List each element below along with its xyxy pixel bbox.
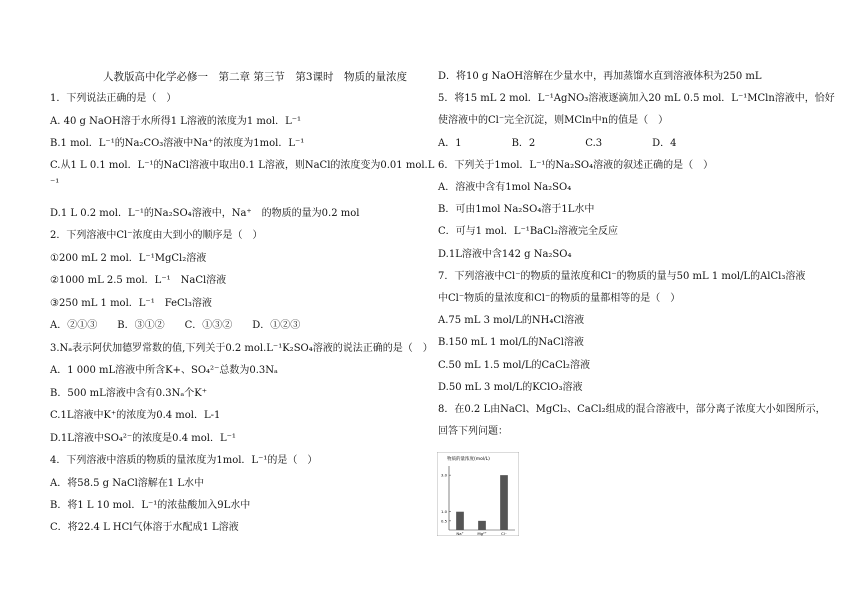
y-tick-label: 0.5 [440,518,447,524]
text-line: B.1 mol．L⁻¹的Na₂CO₃溶液中Na⁺的浓度为1mol．L⁻¹ [50,138,305,149]
text-line: D.1L溶液中含142 g Na₂SO₄ [438,248,572,260]
chart-title: 物质的量浓度(mol/L) [447,457,490,462]
bar-1 [478,521,486,530]
text-line: 3.Nₐ表示阿伏加德罗常数的值,下列关于0.2 mol.L⁻¹K₂SO₄溶液的说法正确的是（ ） [50,343,433,354]
text-line: B．500 mL溶液中含有0.3Nₐ个K⁺ [50,388,207,399]
text-line: B．将1 L 10 mol．L⁻¹的浓盐酸加入9L水中 [50,500,251,511]
text-line: A．溶液中含有1mol Na₂SO₄ [438,182,572,193]
text-line: A．1 000 mL溶液中所含K+、SO₄²⁻总数为0.3Nₐ [50,365,278,376]
text-line: B.150 mL 1 mol/L的NaCl溶液 [438,337,584,349]
x-tick-label: Cl⁻ [501,531,507,536]
text-line: A. 40 g NaOH溶于水所得1 L溶液的浓度为1 mol．L⁻¹ [50,116,302,127]
bar-0 [456,512,464,530]
text-line: 5．将15 mL 2 mol．L⁻¹AgNO₃溶液逐滴加入20 mL 0.5 mol．L⁻¹MCln溶液中，恰好 [438,93,835,105]
x-tick-label: Mg²⁺ [477,531,487,536]
text-line: 7．下列溶液中Cl⁻的物质的量浓度和Cl⁻的物质的量与50 mL 1 mol/L的AlCl₃溶液 [438,270,806,282]
text-line: D.1L溶液中SO₄²⁻的浓度是0.4 mol．L⁻¹ [50,433,236,444]
text-line: 4．下列溶液中溶质的物质的量浓度为1mol．L⁻¹的是（ ） [50,455,318,466]
text-line: A．②①③ B．③①② C．①③② D．①②③ [50,320,301,331]
text-line: D．将10 g NaOH溶解在少量水中，再加蒸馏水直到溶液体积为250 mL [438,71,762,82]
x-tick-label: Na⁺ [456,531,464,536]
text-line: 使溶液中的Cl⁻完全沉淀，则MCln中n的值是（ ） [438,115,669,127]
text-line: C.从1 L 0.1 mol．L⁻¹的NaCl溶液中取出0.1 L溶液，则NaCl的浓度变为0.01 mol.L [50,160,435,171]
text-line: ⁻¹ [50,178,60,189]
text-line: 中Cl⁻物质的量浓度和Cl⁻的物质的量都相等的是（ ） [438,293,681,304]
text-line: D.1 L 0.2 mol．L⁻¹的Na₂SO₄溶液中，Na⁺ 的物质的量为0.2 mol [50,208,360,219]
text-line: 回答下列问题： [438,426,508,438]
ion-concentration-chart [437,452,519,536]
text-line: D.50 mL 3 mol/L的KClO₃溶液 [438,381,583,393]
text-line: A.75 mL 3 mol/L的NH₄Cl溶液 [438,315,585,327]
text-line: ①200 mL 2 mol．L⁻¹MgCl₂溶液 [50,253,207,264]
bar-2 [500,475,508,530]
text-line: A．将58.5 g NaCl溶解在1 L水中 [50,478,204,489]
text-line: 8．在0.2 L由NaCl、MgCl₂、CaCl₂组成的混合溶液中，部分离子浓度大小如图所示， [438,404,826,415]
text-line: ③250 mL 1 mol．L⁻¹ FeCl₃溶液 [50,298,212,309]
text-line: C.1L溶液中K⁺的浓度为0.4 mol．L-1 [50,410,221,421]
text-line: ②1000 mL 2.5 mol．L⁻¹ NaCl溶液 [50,275,227,286]
text-line: 2．下列溶液中Cl⁻浓度由大到小的顺序是（ ） [50,230,263,241]
text-line: C.50 mL 1.5 mol/L的CaCl₂溶液 [438,359,590,371]
text-line: 1．下列说法正确的是（ ） [50,93,177,104]
text-line: A．1 B．2 C.3 D．4 [438,137,677,149]
text-line: 6．下列关于1mol．L⁻¹的Na₂SO₄溶液的叙述正确的是（ ） [438,159,714,171]
y-tick-label: 3.0 [440,472,447,478]
text-line: B．可由1mol Na₂SO₄溶于1L水中 [438,204,595,216]
y-tick-label: 1.0 [440,509,447,515]
worksheet-title: 人教版高中化学必修一 第二章 第三节 第3课时 物质的量浓度 [103,71,408,83]
text-line: C．可与1 mol．L⁻¹BaCl₂溶液完全反应 [438,226,618,238]
text-line: C．将22.4 L HCl气体溶于水配成1 L溶液 [50,522,239,533]
